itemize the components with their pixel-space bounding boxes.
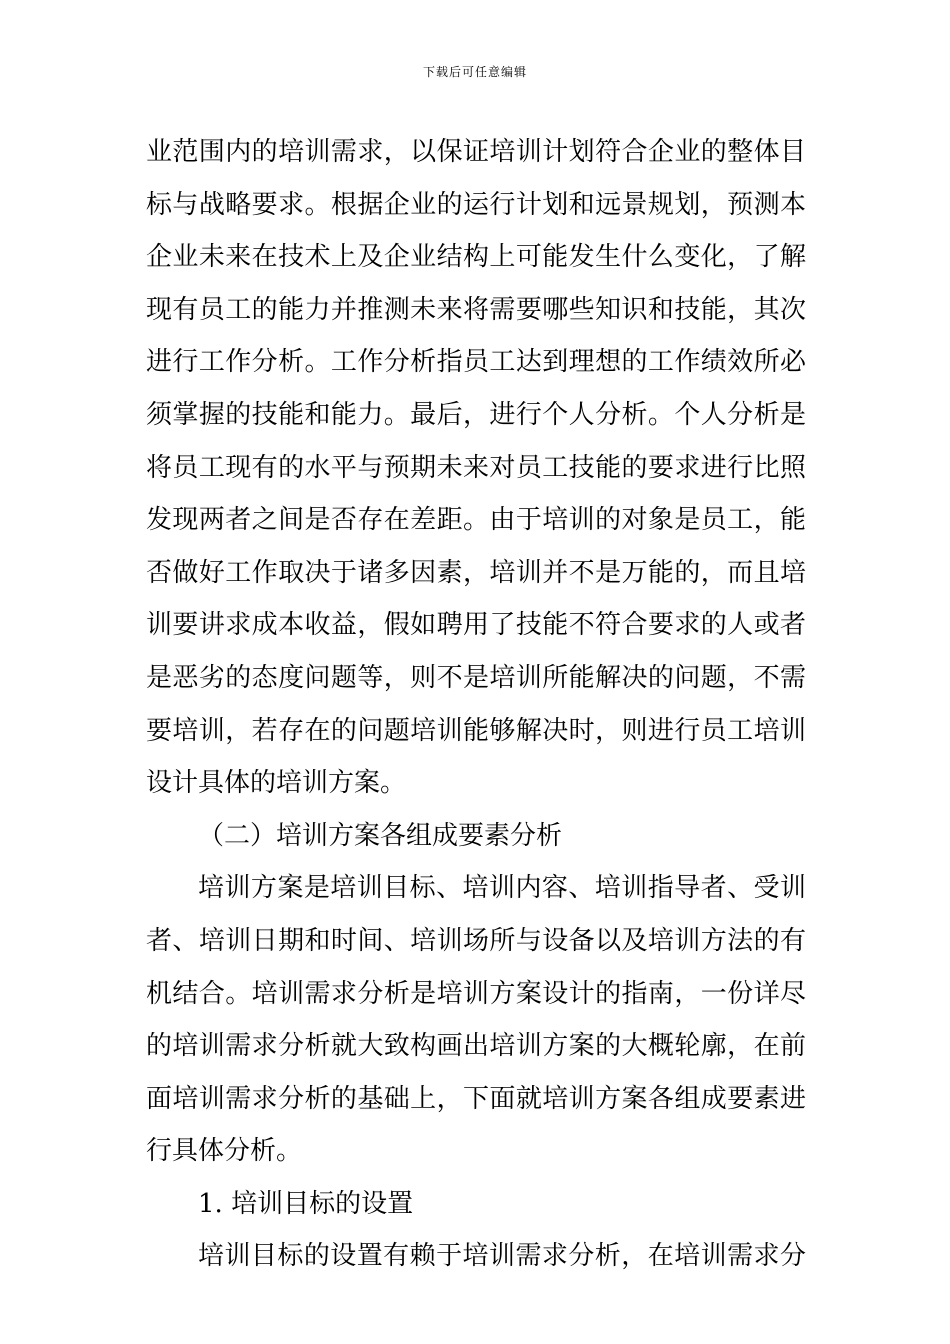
body-line: 须掌握的技能和能力。最后，进行个人分析。个人分析是 bbox=[146, 399, 806, 430]
page-header: 下载后可任意编辑 bbox=[422, 65, 527, 79]
body-line: 标与战略要求。根据企业的运行计划和远景规划，预测本 bbox=[146, 189, 806, 220]
body-line: 业范围内的培训需求，以保证培训计划符合企业的整体目 bbox=[146, 137, 806, 167]
body-line: 培训方案是培训目标、培训内容、培训指导者、受训 bbox=[198, 873, 806, 904]
body-line: 面培训需求分析的基础上，下面就培训方案各组成要素进 bbox=[146, 1083, 806, 1114]
body-line: 发现两者之间是否存在差距。由于培训的对象是员工，能 bbox=[146, 505, 806, 536]
body-line-last: 行具体分析。 bbox=[146, 1136, 303, 1167]
body-line: 机结合。培训需求分析是培训方案设计的指南，一份详尽 bbox=[146, 978, 806, 1009]
body-line: 进行工作分析。工作分析指员工达到理想的工作绩效所必 bbox=[146, 347, 806, 378]
subsection-heading: 1. 培训目标的设置 bbox=[198, 1188, 414, 1219]
body-line: 要培训，若存在的问题培训能够解决时，则进行员工培训 bbox=[146, 715, 806, 746]
body-line: 否做好工作取决于诸多因素，培训并不是万能的，而且培 bbox=[146, 557, 806, 588]
body-line: 的培训需求分析就大致构画出培训方案的大概轮廓，在前 bbox=[146, 1031, 806, 1062]
body-line: 将员工现有的水平与预期未来对员工技能的要求进行比照 bbox=[146, 452, 806, 483]
document-body bbox=[146, 126, 806, 1283]
body-line: 是恶劣的态度问题等，则不是培训所能解决的问题，不需 bbox=[146, 662, 806, 693]
body-line: 训要讲求成本收益，假如聘用了技能不符合要求的人或者 bbox=[146, 610, 806, 641]
body-line: 企业未来在技术上及企业结构上可能发生什么变化，了解 bbox=[146, 242, 806, 273]
body-line: 者、培训日期和时间、培训场所与设备以及培训方法的有 bbox=[146, 925, 806, 956]
body-line: 培训目标的设置有赖于培训需求分析，在培训需求分 bbox=[198, 1241, 806, 1272]
body-line-last: 设计具体的培训方案。 bbox=[146, 768, 407, 799]
section-heading: （二）培训方案各组成要素分析 bbox=[198, 820, 563, 851]
body-line: 现有员工的能力并推测未来将需要哪些知识和技能，其次 bbox=[146, 294, 806, 325]
